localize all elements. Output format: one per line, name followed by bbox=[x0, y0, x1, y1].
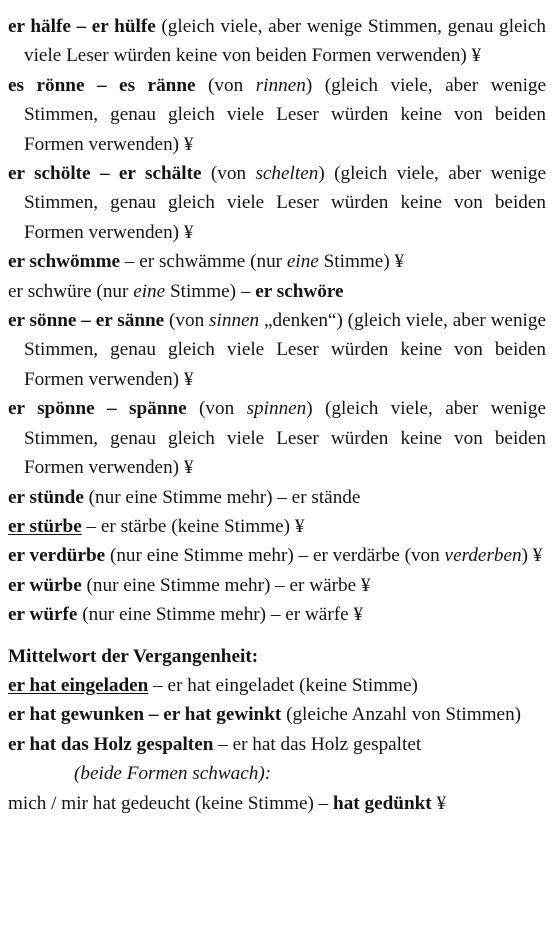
verb-entry bbox=[8, 247, 546, 276]
verb-entry bbox=[8, 512, 546, 541]
verb-entry bbox=[8, 71, 546, 159]
entry-headword: er spönne – spänne bbox=[8, 398, 187, 420]
entry-underlined-headword: er stürbe bbox=[8, 515, 82, 537]
note-text: (beide Formen schwach): bbox=[74, 763, 272, 785]
entry-headword: er schwömme bbox=[8, 251, 121, 273]
entry-text: „denken“) (gleich viele, aber wenige Stimmen, genau gleich viele Leser würden keine von beiden Formen verwenden) ¥ bbox=[24, 310, 546, 390]
entry-text: ) (gleich viele, aber wenige Stimmen, genau gleich viele Leser würden keine von beiden Formen verwenden) ¥ bbox=[24, 163, 547, 243]
entry-text: (von bbox=[186, 398, 247, 420]
section-heading bbox=[8, 642, 546, 671]
entry-text: ) (gleich viele, aber wenige Stimmen, genau gleich viele Leser würden keine von beiden Formen verwenden) ¥ bbox=[24, 74, 547, 155]
entry-text: ¥ bbox=[431, 792, 447, 814]
entry-italic-text: verderben bbox=[444, 545, 522, 567]
participle-entry bbox=[8, 671, 546, 700]
note-line bbox=[8, 759, 546, 788]
entry-headword: er hat gewunken – er hat gewinkt bbox=[8, 704, 282, 726]
entry-text: (von bbox=[195, 74, 256, 96]
verb-entry bbox=[8, 571, 546, 600]
participle-entry bbox=[8, 700, 546, 729]
entry-text: – er stärbe (keine Stimme) ¥ bbox=[81, 515, 305, 537]
entry-text: – er hat eingeladet (keine Stimme) bbox=[148, 674, 418, 696]
entry-headword: er sönne – er sänne bbox=[8, 310, 165, 332]
entry-text: Stimme) – bbox=[165, 280, 256, 302]
entry-text: (von bbox=[201, 163, 256, 185]
participle-entry bbox=[8, 730, 546, 759]
entry-headword: er stünde bbox=[8, 486, 84, 508]
entry-italic-text: schelten bbox=[255, 163, 319, 185]
verb-entry bbox=[8, 159, 546, 247]
entry-text: (gleiche Anzahl von Stimmen) bbox=[281, 704, 522, 726]
entry-text: Stimme) ¥ bbox=[318, 251, 405, 273]
entry-text: (nur eine Stimme mehr) – er wärfe ¥ bbox=[77, 604, 364, 626]
entry-underlined-headword: er hat eingeladen bbox=[8, 674, 149, 696]
verb-entry bbox=[8, 541, 546, 570]
entry-headword: es rönne – es ränne bbox=[8, 74, 196, 96]
verb-entry bbox=[8, 600, 546, 629]
entry-headword: er verdürbe bbox=[8, 545, 106, 567]
entry-headword: er hat das Holz gespalten bbox=[8, 733, 214, 755]
entry-text: (nur eine Stimme mehr) – er stände bbox=[83, 486, 361, 508]
entry-text: (nur eine Stimme mehr) – er wärbe ¥ bbox=[81, 574, 371, 596]
entry-text: mich / mir hat gedeucht (keine Stimme) – bbox=[8, 792, 334, 814]
participle-entry bbox=[8, 789, 546, 818]
entry-italic-text: spinnen bbox=[246, 398, 307, 420]
verb-entry bbox=[8, 12, 546, 71]
entry-headword: er würfe bbox=[8, 604, 78, 626]
entry-text: ) (gleich viele, aber wenige Stimmen, genau gleich viele Leser würden keine von beiden Formen verwenden) ¥ bbox=[24, 398, 546, 479]
entry-headword: er schölte – er schälte bbox=[8, 163, 202, 185]
entry-italic-text: eine bbox=[286, 251, 319, 273]
entry-headword: hat gedünkt bbox=[333, 792, 432, 814]
entry-italic-text: rinnen bbox=[255, 74, 306, 96]
entry-text: (nur eine Stimme mehr) – er verdärbe (von bbox=[105, 545, 445, 567]
participle-entry-list bbox=[8, 671, 546, 759]
entry-italic-text: sinnen bbox=[209, 310, 260, 332]
entry-headword: er hälfe – er hülfe bbox=[8, 16, 156, 37]
entry-text: – er hat das Holz gespaltet bbox=[213, 733, 422, 755]
last-entry bbox=[8, 789, 546, 818]
entry-headword: er schwöre bbox=[255, 280, 344, 302]
entry-italic-text: eine bbox=[133, 280, 166, 302]
verb-entry-list bbox=[8, 12, 546, 630]
entry-headword: er würbe bbox=[8, 574, 82, 596]
document-page bbox=[8, 12, 546, 818]
verb-entry bbox=[8, 483, 546, 512]
verb-entry bbox=[8, 394, 546, 482]
verb-entry bbox=[8, 277, 546, 306]
entry-text: (gleich viele, aber wenige Stimmen, genau gleich viele Leser würden keine von beiden Formen verwenden) ¥ bbox=[24, 16, 546, 67]
entry-text: er schwüre (nur bbox=[8, 280, 134, 302]
entry-text: ) ¥ bbox=[521, 545, 543, 567]
section-heading-text: Mittelwort der Vergangenheit: bbox=[8, 645, 259, 667]
verb-entry bbox=[8, 306, 546, 394]
entry-text: – er schwämme (nur bbox=[120, 251, 287, 273]
entry-text: (von bbox=[164, 310, 210, 332]
